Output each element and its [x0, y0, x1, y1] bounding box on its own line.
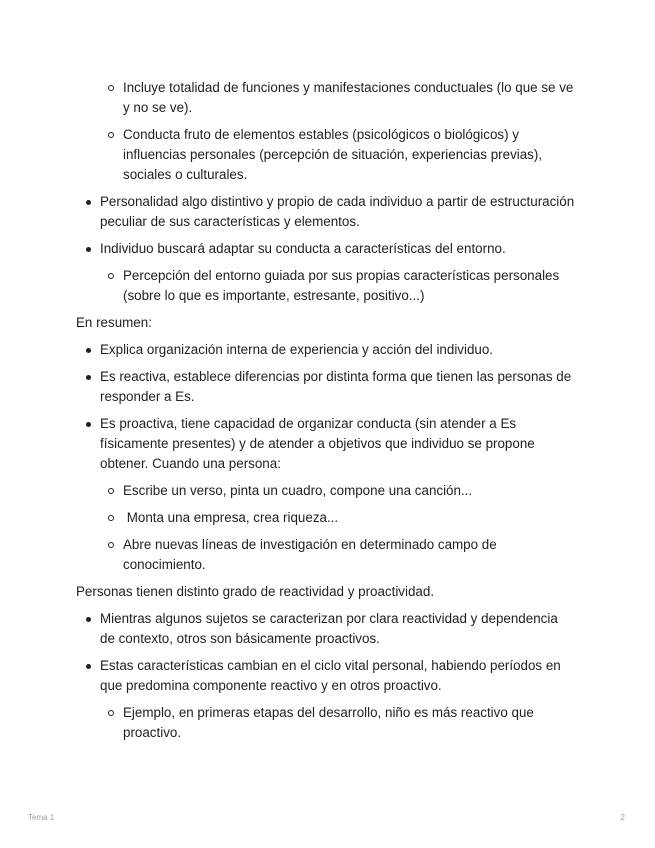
bullet-item: Explica organización interna de experiencia y acción del individuo. — [76, 340, 576, 360]
bullet-item: Personalidad algo distintivo y propio de cada individuo a partir de estructuración peculiar de sus características y elementos. — [76, 192, 576, 232]
bullet-item: Es proactiva, tiene capacidad de organizar conducta (sin atender a Es físicamente presentes) y de atender a objetivos que individuo se propone obtener. Cuando una persona: — [76, 414, 576, 474]
sub-bullet-item: Abre nuevas líneas de investigación en determinado campo de conocimiento. — [76, 535, 576, 575]
sub-bullet-item: Conducta fruto de elementos estables (psicológicos o biológicos) y influencias personales (percepción de situación, experiencias previas), sociales o culturales. — [76, 125, 576, 185]
footer-section-label: Tema 1 — [28, 813, 55, 822]
sub-bullet-item: Monta una empresa, crea riqueza... — [76, 508, 576, 528]
sub-bullet-item: Percepción del entorno guiada por sus propias características personales (sobre lo que es importante, estresante, positivo...) — [76, 266, 576, 306]
paragraph: En resumen: — [76, 315, 152, 330]
page-number: 2 — [620, 813, 625, 822]
bullet-item: Mientras algunos sujetos se caracterizan por clara reactividad y dependencia de contexto, otros son básicamente proactivos. — [76, 609, 576, 649]
bullet-item: Estas características cambian en el ciclo vital personal, habiendo períodos en que predomina componente reactivo y en otros proactivo. — [76, 656, 576, 696]
sub-bullet-item: Incluye totalidad de funciones y manifestaciones conductuales (lo que se ve y no se ve). — [76, 78, 576, 118]
sub-bullet-item: Escribe un verso, pinta un cuadro, compone una canción... — [76, 481, 576, 501]
bullet-item: Individuo buscará adaptar su conducta a características del entorno. — [76, 239, 576, 259]
bullet-item: Es reactiva, establece diferencias por distinta forma que tienen las personas de responder a Es. — [76, 367, 576, 407]
page-content — [76, 78, 576, 750]
sub-bullet-item: Ejemplo, en primeras etapas del desarrollo, niño es más reactivo que proactivo. — [76, 703, 576, 743]
paragraph: Personas tienen distinto grado de reactividad y proactividad. — [76, 584, 435, 599]
